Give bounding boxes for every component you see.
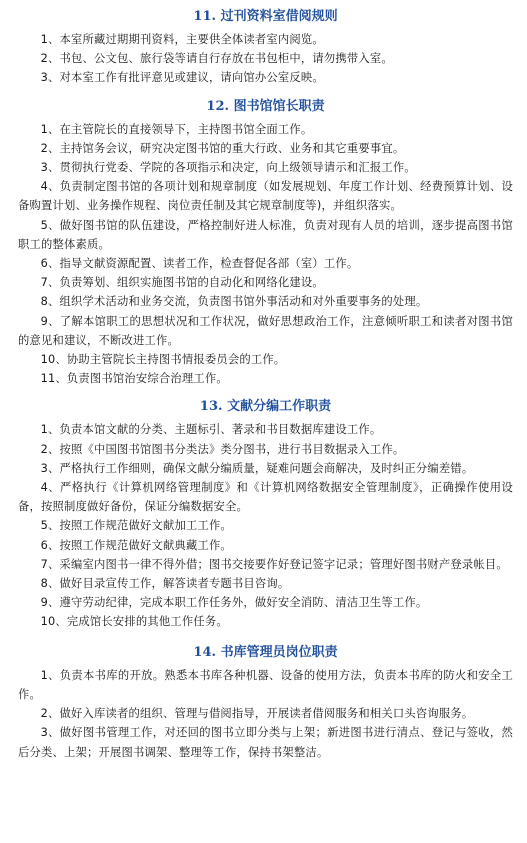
- section-title: 14. 书库管理员岗位职责: [193, 644, 338, 660]
- section-cataloging-duties: [18, 398, 513, 631]
- rule-item: 2、书包、公文包、旅行袋等请自行存放在书包柜中，请勿携带入室。: [40, 52, 393, 66]
- section-title: 12. 图书馆馆长职责: [206, 98, 325, 114]
- duty-item: 3、贯彻执行党委、学院的各项指示和决定，向上级领导请示和汇报工作。: [40, 161, 416, 175]
- duty-item: 3、严格执行工作细则，确保文献分编质量，疑难问题会商解决，及时纠正分编差错。: [40, 461, 474, 475]
- duty-item: 6、按照工作规范做好文献典藏工作。: [40, 538, 232, 552]
- section-title: 11. 过刊资料室借阅规则: [193, 9, 338, 24]
- duty-item: 2、做好入库读者的组织、管理与借阅指导，开展读者借阅服务和相关口头咨询服务。: [40, 707, 474, 721]
- duty-item: 2、按照《中国图书馆图书分类法》类分图书，进行书目数据录入工作。: [40, 442, 405, 456]
- duty-item: 7、采编室内图书一律不得外借；图书交接要作好登记签字记录；管理好图书财产登录帐目。: [40, 557, 508, 571]
- duty-item: 3、做好图书管理工作，对还回的图书立即分类与上架；新进图书进行清点、登记与签收，然后分类、上架；开展图书调架、整理等工作，保持书架整洁。: [18, 726, 513, 759]
- section-stack-manager-duties: [18, 644, 513, 762]
- duty-item: 1、负责本馆文献的分类、主题标引、著录和书目数据库建设工作。: [40, 423, 382, 437]
- duty-item: 10、协助主管院长主持图书情报委员会的工作。: [40, 353, 286, 367]
- duty-item: 1、在主管院长的直接领导下，主持图书馆全面工作。: [40, 122, 313, 136]
- section-periodical-reading-rules: [18, 0, 513, 88]
- duty-item: 4、负责制定图书馆的各项计划和规章制度（如发展规划、年度工作计划、经费预算计划、设备购置计划、业务操作规程、岗位责任制及其它规章制度等)，并组织落实。: [18, 180, 513, 213]
- duty-item: 8、做好目录宣传工作，解答读者专题书目咨询。: [40, 577, 290, 591]
- duty-item: 9、遵守劳动纪律，完成本职工作任务外，做好安全消防、清洁卫生等工作。: [40, 596, 428, 610]
- section-library-director-duties: [18, 98, 513, 389]
- duty-item: 9、了解本馆职工的思想状况和工作状况，做好思想政治工作，注意倾听职工和读者对图书馆的意见和建议，不断改进工作。: [18, 314, 513, 347]
- duty-item: 10、完成馆长安排的其他工作任务。: [40, 615, 228, 629]
- duty-item: 5、做好图书馆的队伍建设，严格控制好进人标准，负责对现有人员的培训，逐步提高图书馆职工的整体素质。: [18, 218, 513, 251]
- duty-item: 11、负责图书馆治安综合治理工作。: [40, 372, 228, 386]
- section-title: 13. 文献分编工作职责: [199, 399, 332, 415]
- duty-item: 2、主持馆务会议，研究决定图书馆的重大行政、业务和其它重要事宜。: [40, 141, 405, 155]
- duty-item: 7、负责筹划、组织实施图书馆的自动化和网络化建设。: [40, 276, 324, 290]
- rule-item: 1、本室所藏过期期刊资料，主要供全体读者室内阅览。: [40, 33, 324, 46]
- duty-item: 5、按照工作规范做好文献加工工作。: [40, 519, 232, 533]
- duty-item: 8、组织学术活动和业务交流，负责图书馆外事活动和对外重要事务的处理。: [40, 295, 428, 309]
- rule-item: 3、对本室工作有批评意见或建议，请向馆办公室反映。: [40, 71, 324, 85]
- duty-item: 1、负责本书库的开放。熟悉本书库各种机器、设备的使用方法，负责本书库的防火和安全工作。: [18, 668, 513, 701]
- duty-item: 6、指导文献资源配置、读者工作，检查督促各部（室）工作。: [40, 257, 359, 271]
- duty-item: 4、严格执行《计算机网络管理制度》和《计算机网络数据安全管理制度》，正确操作使用设备，按照制度做好备份，保证分编数据安全。: [18, 481, 513, 514]
